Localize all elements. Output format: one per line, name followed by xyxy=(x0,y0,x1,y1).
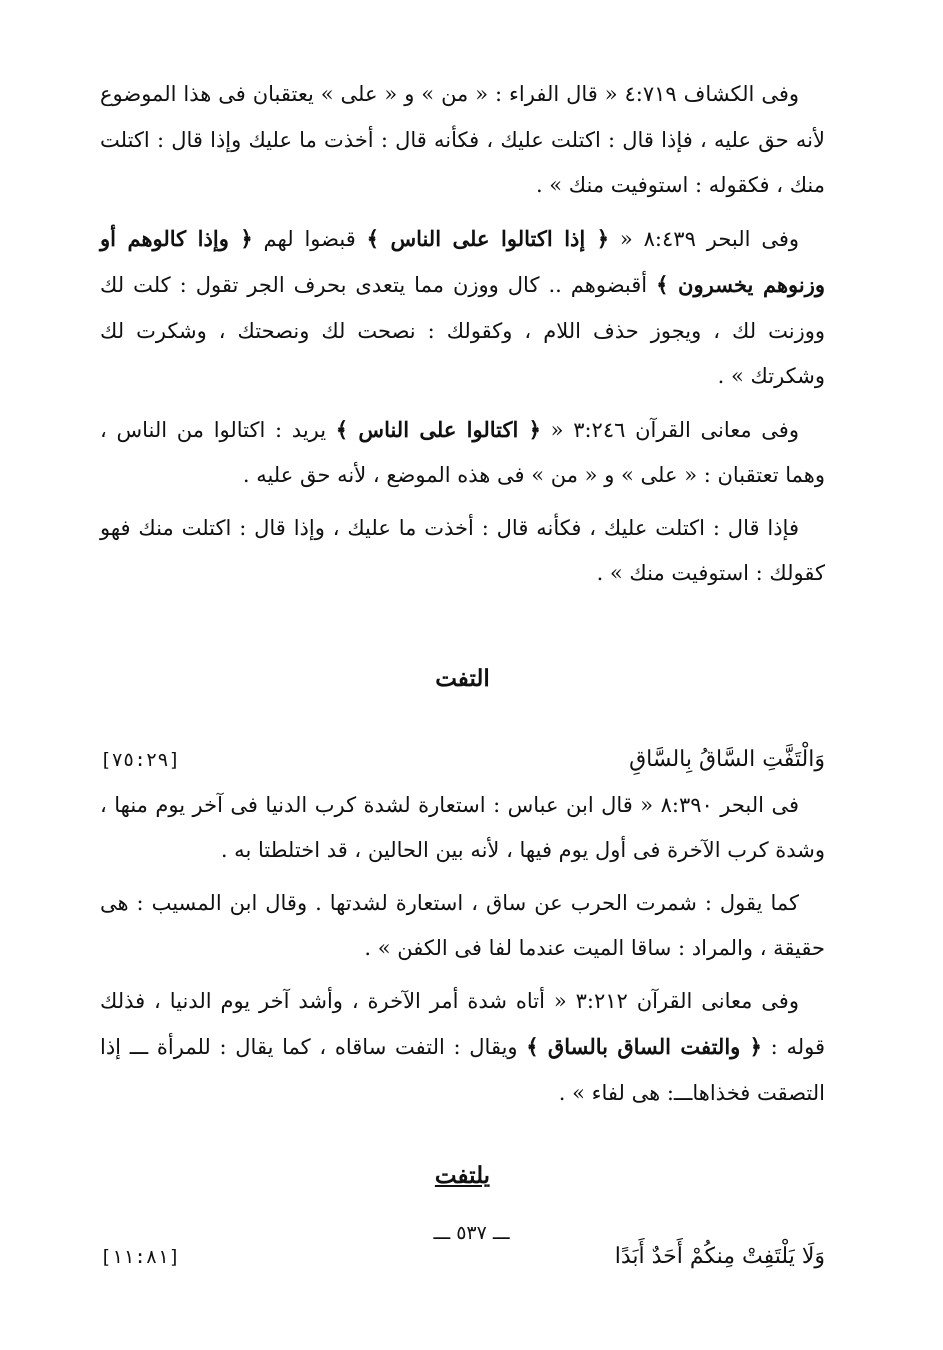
verse-1-text: وَالْتَفَّتِ السَّاقُ بِالسَّاقِ xyxy=(629,746,825,772)
quran-quote-2: ﴿ وإذا كالوهم أو وزنوهم يخسرون ﴾ xyxy=(100,225,826,297)
paragraph-bahr-1 xyxy=(100,216,825,400)
paragraph-bahr-2-cont: كما يقول : شمرت الحرب عن ساق ، استعارة لشدتها . وقال ابن المسيب : هى حقيقة ، والمراد : ساقا الميت عندما لفا فى الكفن » . xyxy=(100,890,825,960)
quran-quote-3: ﴿ اكتالوا على الناس ﴾ xyxy=(335,416,541,442)
paragraph-bahr-1-intro: وفى البحر ٨:٤٣٩ « xyxy=(609,226,800,251)
page-number: ـــ ٥٣٧ ـــ xyxy=(433,1222,510,1244)
verse-2-ref: [١١:٨١] xyxy=(100,1246,181,1268)
verse-1-ref: [٧٥:٢٩] xyxy=(100,748,181,771)
paragraph-maani-1-intro: وفى معانى القرآن ٣:٢٤٦ « xyxy=(540,417,799,442)
page-body xyxy=(100,72,825,1280)
paragraph-maani-2-intro: وفى معانى القرآن ٣:٢١٢ « أتاه شدة أمر الآخرة ، وأشد آخر يوم الدنيا ، فذلك قوله : xyxy=(100,988,825,1059)
paragraph-maani-2-rest: ويقال : التفت ساقاه ، كما يقال : للمرأة ـــ إذا التصقت فخذاهاـــ: هى لفاء » . xyxy=(100,1035,825,1105)
paragraph-kashshaf: وفى الكشاف ٤:٧١٩ « قال الفراء : « من » و « على » يعتقبان فى هذا الموضوع لأنه حق عليه ، فإذا قال : اكتلت عليك ، فكأنه قال : أخذت ما عليك وإذا قال : اكتلت منك ، فكقوله : استوفيت منك » . xyxy=(100,82,825,197)
paragraph-bahr-1-rest: أقبضوهم .. كال ووزن مما يتعدى بحرف الجر تقول : كلت لك ووزنت لك ، ويجوز حذف اللام ، وكقولك : نصحت لك ونصحتك ، وشكرت لك وشكرتك » . xyxy=(100,273,825,388)
paragraph-maani-1-cont: فإذا قال : اكتلت عليك ، فكأنه قال : أخذت ما عليك ، وإذا قال : اكتلت منك فهو كقولك : استوفيت منك » . xyxy=(100,515,825,585)
paragraph-bahr-2: فى البحر ٨:٣٩٠ « قال ابن عباس : استعارة لشدة كرب الدنيا فى آخر يوم منها ، وشدة كرب الآخرة فى أول يوم فيها ، لأنه بين الحالين ، قد اختلطتا به . xyxy=(100,792,825,862)
paragraph-maani-1-rest: يريد : اكتالوا من الناس ، وهما تعتقبان : « على » و « من » فى هذه الموضع ، لأنه حق عليه . xyxy=(100,417,825,487)
heading-iltafat: التفت xyxy=(435,664,490,692)
verse-1 xyxy=(100,737,825,783)
paragraph-bahr-1-mid: قبضوا لهم xyxy=(252,226,367,251)
heading-yaltafit-text: يلتفت xyxy=(434,1162,491,1189)
heading-yaltafit xyxy=(100,1156,825,1196)
paragraph-maani-2 xyxy=(100,979,825,1117)
quran-quote-1: ﴿ إذا اكتالوا على الناس ﴾ xyxy=(366,225,610,251)
quran-quote-4: ﴿ والتفت الساق بالساق ﴾ xyxy=(526,1034,762,1059)
verse-2-text: وَلَا يَلْتَفِتْ مِنكُمْ أَحَدٌ أَبَدًا xyxy=(614,1244,825,1269)
paragraph-maani-1 xyxy=(100,407,825,499)
